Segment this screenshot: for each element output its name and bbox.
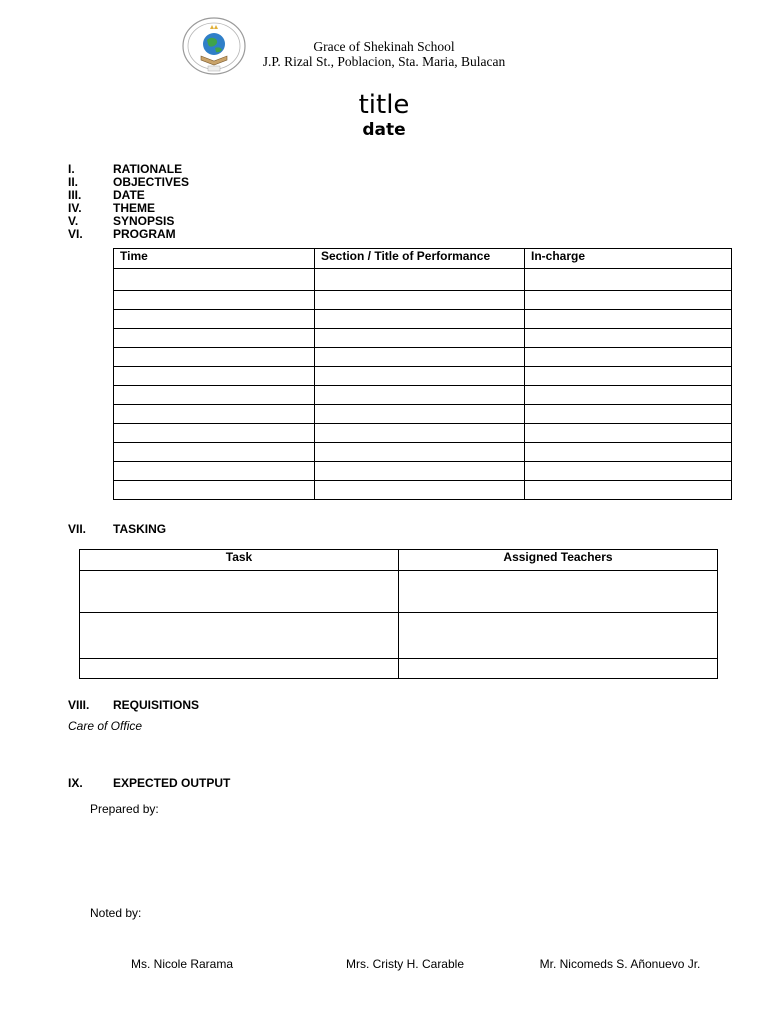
table-cell[interactable] xyxy=(114,405,315,424)
tasking-table xyxy=(79,549,718,679)
table-cell[interactable] xyxy=(114,291,315,310)
table-cell[interactable] xyxy=(399,613,718,659)
table-cell[interactable] xyxy=(80,571,399,613)
section-label: DATE xyxy=(113,188,145,202)
section-label: TASKING xyxy=(113,522,167,536)
table-cell[interactable] xyxy=(80,659,399,679)
table-row xyxy=(114,348,732,367)
table-row xyxy=(80,613,718,659)
table-cell[interactable] xyxy=(525,424,732,443)
table-cell[interactable] xyxy=(114,424,315,443)
table-cell[interactable] xyxy=(114,348,315,367)
table-cell[interactable] xyxy=(525,291,732,310)
table-cell[interactable] xyxy=(80,613,399,659)
table-cell[interactable] xyxy=(315,386,525,405)
table-cell[interactable] xyxy=(114,310,315,329)
table-cell[interactable] xyxy=(399,659,718,679)
section-expected-output xyxy=(68,777,230,790)
section-number: IV. xyxy=(68,201,82,215)
table-row xyxy=(114,443,732,462)
logo-lettering xyxy=(181,16,247,76)
table-cell[interactable] xyxy=(315,481,525,500)
table-cell[interactable] xyxy=(114,386,315,405)
table-header-row xyxy=(114,249,732,269)
section-tasking xyxy=(68,523,166,536)
table-cell[interactable] xyxy=(114,329,315,348)
program-table xyxy=(113,248,732,500)
table-row xyxy=(80,571,718,613)
table-cell[interactable] xyxy=(315,269,525,291)
column-header-in-charge: In-charge xyxy=(525,249,732,269)
document-title: title xyxy=(358,90,410,120)
table-cell[interactable] xyxy=(315,329,525,348)
table-row xyxy=(114,386,732,405)
section-number: VI. xyxy=(68,227,83,241)
table-cell[interactable] xyxy=(315,462,525,481)
section-number: III. xyxy=(68,188,82,202)
table-cell[interactable] xyxy=(399,571,718,613)
table-cell[interactable] xyxy=(525,329,732,348)
table-cell[interactable] xyxy=(315,405,525,424)
table-cell[interactable] xyxy=(525,386,732,405)
school-name: Grace of Shekinah School xyxy=(313,39,455,54)
section-program xyxy=(68,228,176,241)
column-header-time: Time xyxy=(114,249,315,269)
section-label: THEME xyxy=(113,201,155,215)
table-cell[interactable] xyxy=(315,348,525,367)
section-label: RATIONALE xyxy=(113,162,183,176)
table-cell[interactable] xyxy=(525,367,732,386)
section-label: REQUISITIONS xyxy=(113,698,200,712)
table-cell[interactable] xyxy=(525,405,732,424)
section-label: SYNOPSIS xyxy=(113,214,175,228)
table-cell[interactable] xyxy=(114,481,315,500)
table-cell[interactable] xyxy=(114,443,315,462)
section-number: II. xyxy=(68,175,79,189)
table-cell[interactable] xyxy=(525,462,732,481)
requisitions-note: Care of Office xyxy=(68,719,143,733)
table-cell[interactable] xyxy=(315,443,525,462)
table-cell[interactable] xyxy=(315,424,525,443)
table-cell[interactable] xyxy=(525,310,732,329)
table-cell[interactable] xyxy=(114,367,315,386)
document-date: date xyxy=(362,120,406,140)
table-row xyxy=(114,291,732,310)
table-cell[interactable] xyxy=(315,367,525,386)
signatory-name: Ms. Nicole Rarama xyxy=(130,957,234,971)
table-cell[interactable] xyxy=(315,310,525,329)
section-label: PROGRAM xyxy=(113,227,176,241)
section-number: IX. xyxy=(68,776,83,790)
table-row xyxy=(114,367,732,386)
table-row xyxy=(114,481,732,500)
table-cell[interactable] xyxy=(114,269,315,291)
table-row xyxy=(80,659,718,679)
table-cell[interactable] xyxy=(525,481,732,500)
column-header-performance: Section / Title of Performance xyxy=(315,249,525,269)
table-header-row xyxy=(80,550,718,571)
table-cell[interactable] xyxy=(525,269,732,291)
school-address: J.P. Rizal St., Poblacion, Sta. Maria, Bulacan xyxy=(262,54,506,69)
table-row xyxy=(114,329,732,348)
column-header-assigned-teachers: Assigned Teachers xyxy=(399,550,718,571)
signatory-name: Mrs. Cristy H. Carable xyxy=(345,957,464,971)
table-cell[interactable] xyxy=(525,443,732,462)
section-label: EXPECTED OUTPUT xyxy=(113,776,231,790)
table-row xyxy=(114,269,732,291)
column-header-task: Task xyxy=(80,550,399,571)
section-label: OBJECTIVES xyxy=(113,175,190,189)
prepared-by-label: Prepared by: xyxy=(90,802,159,816)
table-row xyxy=(114,462,732,481)
table-cell[interactable] xyxy=(315,291,525,310)
section-number: I. xyxy=(68,162,75,176)
table-row xyxy=(114,424,732,443)
section-number: V. xyxy=(68,214,79,228)
section-requisitions xyxy=(68,699,199,712)
noted-by-label: Noted by: xyxy=(90,906,142,920)
table-row xyxy=(114,405,732,424)
table-cell[interactable] xyxy=(525,348,732,367)
signatory-name: Mr. Nicomeds S. Añonuevo Jr. xyxy=(539,957,701,971)
section-number: VIII. xyxy=(68,698,90,712)
section-number: VII. xyxy=(68,522,87,536)
table-row xyxy=(114,310,732,329)
table-cell[interactable] xyxy=(114,462,315,481)
